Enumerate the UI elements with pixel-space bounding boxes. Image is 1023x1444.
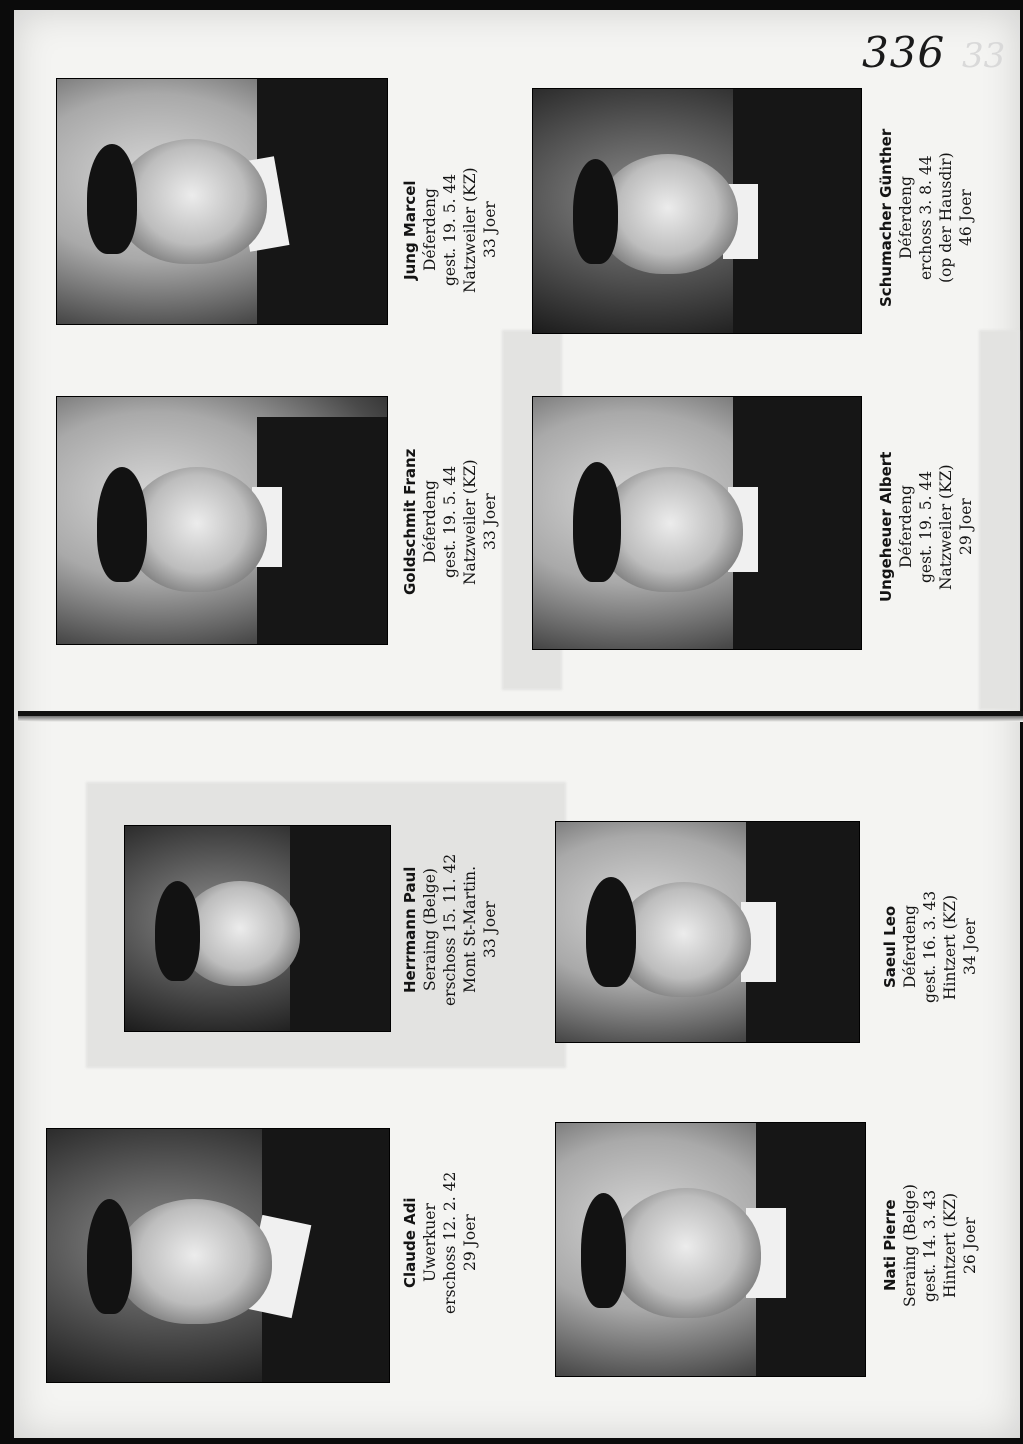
portrait-photo-ungeheuer-albert: [532, 396, 862, 650]
caption-line: Mont St-Martin.: [461, 865, 479, 994]
caption-nati-pierre: [880, 1158, 990, 1333]
caption-name: Ungeheuer Albert: [877, 451, 895, 603]
caption-line: Déferdeng: [421, 480, 439, 564]
caption-line: Déferdeng: [901, 905, 919, 989]
caption-line: 29 Joer: [957, 498, 975, 556]
caption-line: Hintzert (KZ): [941, 1192, 959, 1299]
caption-line: (op der Hausdir): [937, 152, 955, 283]
portrait-photo-saeul-leo: [555, 821, 860, 1043]
caption-line: Seraing (Belge): [901, 1184, 919, 1307]
caption-name: Claude Adi: [401, 1197, 419, 1289]
portrait-photo-herrmann-paul: [124, 825, 391, 1032]
caption-line: gest. 14. 3. 43: [921, 1189, 939, 1302]
caption-claude-adi: [400, 1158, 490, 1328]
caption-line: Hintzert (KZ): [941, 894, 959, 1000]
caption-name: Nati Pierre: [881, 1199, 899, 1292]
caption-line: 33 Joer: [481, 201, 499, 259]
portrait-photo-jung-marcel: [56, 78, 388, 325]
caption-line: 29 Joer: [461, 1214, 479, 1272]
caption-line: erchoss 3. 8. 44: [917, 155, 935, 280]
caption-jung-marcel: [400, 145, 510, 315]
caption-line: Natzweiler (KZ): [461, 459, 479, 585]
portrait-photo-nati-pierre: [555, 1122, 866, 1377]
scanned-page: [14, 10, 1020, 1438]
page-number: 336: [862, 28, 946, 77]
caption-goldschmit-franz: [400, 432, 510, 612]
caption-name: Goldschmit Franz: [401, 448, 419, 596]
caption-line: Déferdeng: [421, 188, 439, 272]
caption-line: 34 Joer: [961, 918, 979, 976]
caption-line: gest. 19. 5. 44: [917, 470, 935, 584]
caption-name: Jung Marcel: [401, 180, 419, 280]
caption-line: erschoss 15. 11. 42: [441, 853, 459, 1006]
caption-line: Natzweiler (KZ): [937, 464, 955, 590]
caption-line: 33 Joer: [481, 901, 499, 958]
caption-name: Herrmann Paul: [401, 866, 419, 993]
caption-schumacher-gunther: [876, 110, 986, 325]
caption-line: 26 Joer: [961, 1217, 979, 1274]
portrait-photo-goldschmit-franz: [56, 396, 388, 645]
caption-saeul-leo: [880, 872, 990, 1022]
caption-name: Schumacher Günther: [877, 128, 895, 307]
caption-herrmann-paul: [400, 842, 510, 1017]
caption-line: Déferdeng: [897, 176, 915, 259]
portrait-photo-claude-adi: [46, 1128, 390, 1383]
caption-line: Natzweiler (KZ): [461, 167, 479, 293]
portrait-photo-schumacher-gunther: [532, 88, 862, 334]
caption-ungeheuer-albert: [876, 432, 986, 622]
page-number-bleed: 33: [962, 36, 1006, 76]
page-fold-shadow: [18, 716, 1023, 722]
caption-name: Saeul Leo: [881, 905, 899, 989]
caption-line: 33 Joer: [481, 493, 499, 551]
caption-line: erschoss 12. 2. 42: [441, 1171, 459, 1315]
caption-line: Déferdeng: [897, 485, 915, 569]
caption-line: Seraing (Belge): [421, 868, 439, 991]
caption-line: Uwerkuer: [421, 1203, 439, 1283]
caption-line: 46 Joer: [957, 189, 975, 246]
caption-line: gest. 19. 5. 44: [441, 465, 459, 579]
caption-line: gest. 19. 5. 44: [441, 173, 459, 287]
caption-line: gest. 16. 3. 43: [921, 890, 939, 1004]
